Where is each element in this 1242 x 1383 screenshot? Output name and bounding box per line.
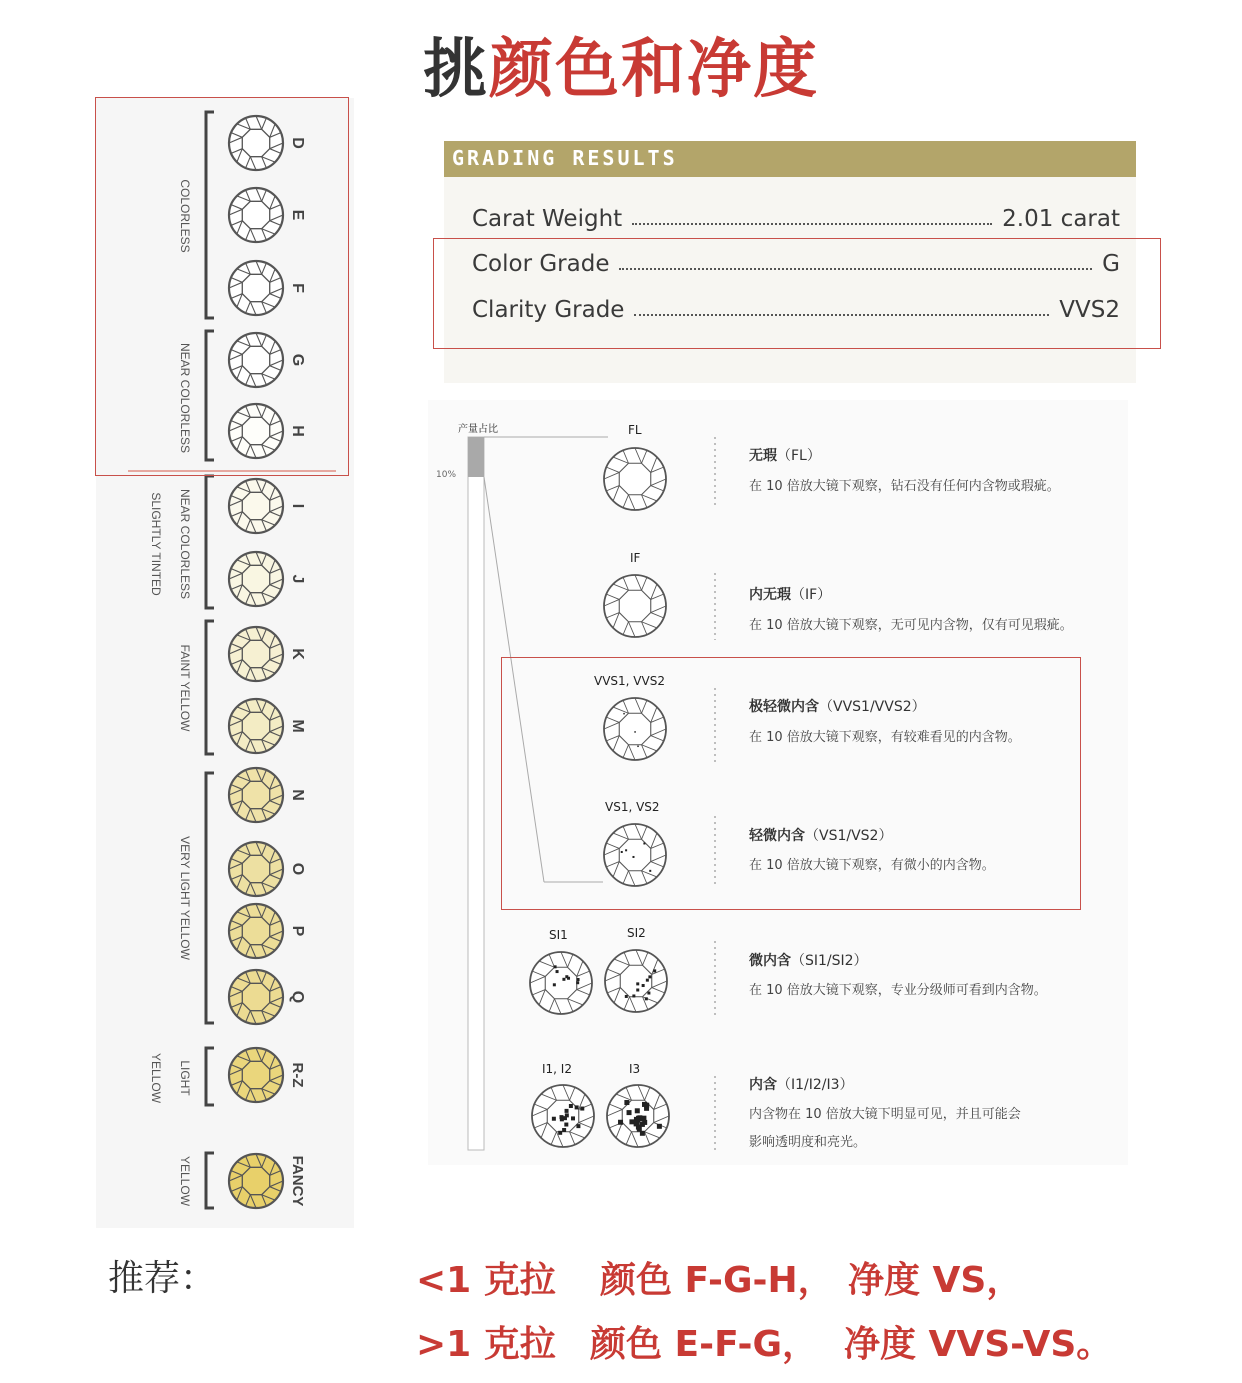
yield-axis-label: 产量占比 (458, 424, 498, 435)
color-grade-label: F (289, 283, 306, 293)
color-category-label: YELLOW (178, 1155, 192, 1207)
yield-bar (468, 437, 484, 1150)
title-part2: 颜色和净度 (489, 33, 819, 107)
color-grade-label: O (289, 862, 306, 876)
clarity-grade-label: Clarity Grade (472, 297, 625, 323)
carat-weight-row (472, 198, 1120, 232)
clarity-title-si: 微内含（SI1/SI2） (749, 953, 868, 969)
rec-carat-2: >1 克拉 (416, 1324, 556, 1365)
color-bracket (206, 621, 214, 754)
yield-bar-fill (468, 437, 484, 477)
color-bracket (206, 1153, 214, 1208)
color-diamond-p (229, 904, 283, 958)
color-grade-label: K (289, 648, 306, 660)
color-diamond-r-z (229, 1048, 283, 1102)
clarity-diamond-fl (604, 448, 666, 510)
clarity-title-vs: 轻微内含（VS1/VS2） (749, 828, 893, 844)
color-grade-label: FANCY (289, 1155, 306, 1207)
color-diamond-i (229, 479, 283, 533)
clarity-desc-i: 内含物在 10 倍放大镜下明显可见，并且可能会 (749, 1107, 1021, 1122)
color-diamond-m (229, 699, 283, 753)
color-category-label: SLIGHTLY TINTED (149, 492, 163, 596)
recommendation-label: 推荐： (108, 1258, 217, 1299)
clarity-diamond-si1 (530, 952, 592, 1014)
rec-color-1: 颜色 F-G-H， (600, 1260, 834, 1301)
grade-label-vs: VS1, VS2 (605, 800, 660, 814)
grade-label-if: IF (630, 551, 641, 565)
color-grade-label: J (289, 574, 306, 584)
clarity-highlight-box (501, 657, 1081, 910)
color-grade-value: G (1102, 251, 1120, 277)
color-category-label: FAINT YELLOW (178, 644, 192, 732)
clarity-desc-vs: 在 10 倍放大镜下观察，有微小的内含物。 (749, 858, 995, 873)
carat-weight-value: 2.01 carat (1002, 206, 1120, 232)
clarity-title-vvs: 极轻微内含（VVS1/VVS2） (749, 699, 926, 715)
grading-results-header (444, 141, 1136, 177)
color-bracket (206, 476, 214, 608)
color-grade-label: H (289, 425, 306, 437)
yield-axis-tick: 10% (436, 470, 457, 480)
clarity-grade-value: VVS2 (1059, 297, 1120, 323)
color-diamond-j (229, 552, 283, 606)
clarity-desc-vvs: 在 10 倍放大镜下观察，有较难看见的内含物。 (749, 730, 1021, 745)
color-category-label: LIGHT (178, 1060, 192, 1096)
color-diamond-fancy (229, 1154, 283, 1208)
color-bracket (206, 1048, 214, 1105)
color-grade-label: E (289, 209, 306, 221)
color-grade-label: P (289, 925, 306, 937)
rec-clarity-2: 净度 VVS-VS。 (844, 1324, 1113, 1365)
carat-weight-label: Carat Weight (472, 206, 623, 232)
color-grade-label: M (289, 719, 306, 733)
rec-carat-1: <1 克拉 (416, 1260, 556, 1301)
color-grade-label: R-Z (289, 1062, 306, 1088)
grade-label-si2: SI2 (627, 926, 646, 940)
color-highlight-box (95, 97, 349, 476)
grade-label-fl: FL (628, 423, 642, 437)
clarity-desc-si: 在 10 倍放大镜下观察，专业分级师可看到内含物。 (749, 983, 1047, 998)
grade-label-i3: I3 (629, 1062, 641, 1076)
grade-label-i1-i2: I1, I2 (542, 1062, 572, 1076)
clarity-diamond-si2 (605, 950, 667, 1012)
title-part1: 挑 (423, 33, 489, 107)
color-grade-label: D (289, 137, 306, 149)
rec-clarity-1: 净度 VS， (848, 1260, 1023, 1301)
rec-color-2: 颜色 E-F-G， (590, 1324, 819, 1365)
color-grade-label: Color Grade (472, 251, 610, 277)
color-diamond-o (229, 842, 283, 896)
color-grade-label: Q (289, 990, 306, 1004)
color-grade-label: G (289, 353, 306, 367)
color-category-label: VERY LIGHT YELLOW (178, 836, 192, 960)
grade-label-vvs: VVS1, VVS2 (594, 674, 665, 688)
color-category-label: NEAR COLORLESS (178, 488, 192, 600)
clarity-desc-if: 在 10 倍放大镜下观察，无可见内含物，仅有可见瑕疵。 (749, 618, 1073, 633)
color-diamond-n (229, 768, 283, 822)
clarity-title-i: 内含（I1/I2/I3） (749, 1077, 854, 1093)
color-diamond-k (229, 627, 283, 681)
color-category-label: NEAR COLORLESS (178, 342, 192, 454)
color-grade-label: I (289, 503, 306, 509)
color-diamond-q (229, 970, 283, 1024)
clarity-title-if: 内无瑕（IF） (749, 587, 832, 603)
color-category-label: YELLOW (149, 1052, 163, 1104)
clarity-desc-fl: 在 10 倍放大镜下观察，钻石没有任何内含物或瑕疵。 (749, 479, 1060, 494)
dot-leader (632, 223, 992, 225)
grading-header-label: GRADING RESULTS (452, 146, 678, 170)
grading-highlight-box (433, 238, 1161, 349)
clarity-diamond-if (604, 575, 666, 637)
clarity-title-fl: 无瑕（FL） (749, 448, 821, 464)
color-category-label: COLORLESS (178, 179, 192, 253)
grade-label-si1: SI1 (549, 928, 568, 942)
clarity-desc-i-line2: 影响透明度和亮光。 (749, 1135, 867, 1150)
color-grade-label: N (289, 789, 306, 801)
color-bracket (206, 773, 214, 1023)
